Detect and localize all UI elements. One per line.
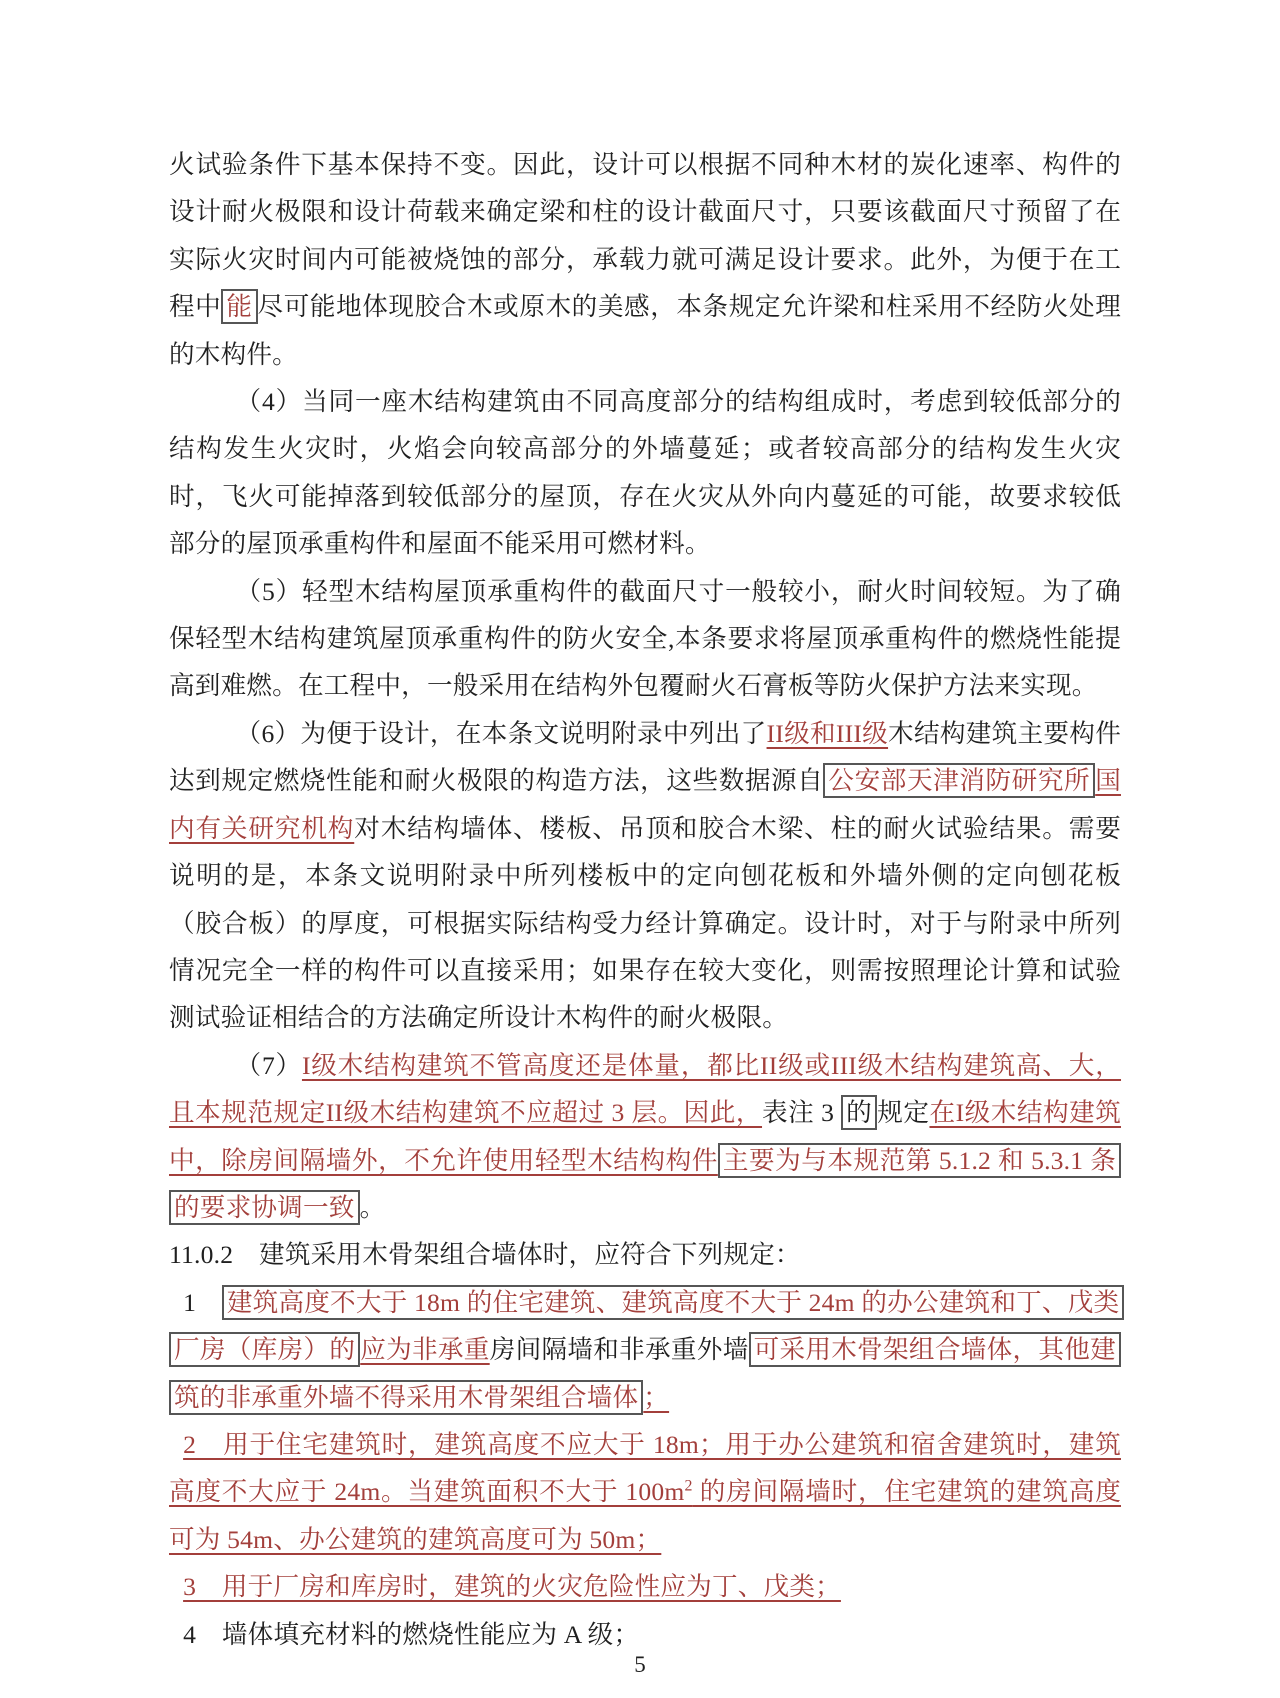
boxed-revision-text: 主要为与本规范第 5.1.2 和 5.3.1 条的要求协调一致 xyxy=(169,1143,1121,1225)
text-run: （5）轻型木结构屋顶承重构件的截面尺寸一般较小，耐火时间较短。为了确保轻型木结构建筑屋顶承重构件的防火安全,本条要求将屋顶承重构件的燃烧性能提高到难燃。在工程中，一般采用在结构外包覆耐火石膏板等防火保护方法来实现。 xyxy=(169,576,1121,701)
para-carryover-commentary xyxy=(169,141,1121,378)
boxed-revision-char: 的 xyxy=(841,1095,877,1130)
para-commentary-7 xyxy=(169,1042,1121,1232)
boxed-revision-text: 建筑高度不大于 18m 的住宅建筑、建筑高度不大于 24m 的办公建筑和丁、戊类厂房（库房）的 xyxy=(169,1285,1124,1367)
inserted-text: I级木结构建筑不管高度还是体量，都比II级或III级木结构建筑高、大，且本规范规定II级木结构建筑不应超过 3 层。因此， xyxy=(169,1050,1122,1128)
inserted-text: 在I级木结构建筑中，除房间隔墙外，不允许使用轻型木结构构件 xyxy=(169,1098,1121,1175)
clause-item-4 xyxy=(169,1611,1121,1658)
inserted-text: ； xyxy=(643,1382,670,1412)
inserted-text: 3 用于厂房和库房时，建筑的火灾危险性应为丁、戊类； xyxy=(183,1572,841,1602)
inserted-text-part: 2 用于住宅建筑时，建筑高度不应大于 18m；用于办公建筑和宿舍建筑时，建筑高度不大应于 24m。当建筑面积不大于 100m xyxy=(169,1429,1121,1507)
text-run: 4 墙体填充材料的燃烧性能应为 A 级； xyxy=(183,1619,640,1649)
para-commentary-5 xyxy=(169,568,1121,710)
text-run: 。 xyxy=(359,1192,386,1222)
superscript: 2 xyxy=(684,1477,693,1495)
text-run: 对木结构墙体、楼板、吊顶和胶合木梁、柱的耐火试验结果。需要说明的是，本条文说明附录中所列楼板中的定向刨花板和外墙外侧的定向刨花板（胶合板）的厚度，可根据实际结构受力经计算确定。设计时，对于与附录中所列情况完全一样的构件可以直接采用；如果存在较大变化，则需按照理论计算和试验测试验证相结合的方法确定所设计木构件的耐火极限。 xyxy=(169,813,1121,1033)
clause-item-3 xyxy=(169,1563,1121,1610)
text-run: 尽可能地体现胶合木或原木的美感，本条规定允许梁和柱采用不经防火处理的木构件。 xyxy=(169,292,1121,369)
text-run: 火试验条件下基本保持不变。因此，设计可以根据不同种木材的炭化速率、构件的设计耐火极限和设计荷载来确定梁和柱的设计截面尺寸，只要该截面尺寸预留了在实际火灾时间内可能被烧蚀的部分，承载力就可满足设计要求。此外，为便于在工程中 xyxy=(169,150,1121,322)
boxed-revision-text: 公安部天津消防研究所 xyxy=(823,763,1095,798)
inserted-text: 应为非承重 xyxy=(360,1335,490,1365)
inserted-text-part: 的房间隔墙时，住宅建筑的建筑高度可为 54m、办公建筑的建筑高度可为 50m； xyxy=(169,1477,1121,1554)
clause-11-0-2 xyxy=(169,1231,1121,1278)
text-run: （6）为便于设计，在本条文说明附录中列出了 xyxy=(235,718,767,748)
text-run: 规定 xyxy=(877,1098,930,1128)
page-number: 5 xyxy=(634,1652,646,1677)
boxed-revision-text: 可采用木骨架组合墙体，其他建筑的非承重外墙不得采用木骨架组合墙体 xyxy=(169,1332,1121,1414)
text-run: 房间隔墙和非承重外墙 xyxy=(489,1335,749,1365)
inserted-text: II级和III级 xyxy=(766,718,889,748)
clause-item-1 xyxy=(169,1279,1121,1421)
clause-text: 11.0.2 建筑采用木骨架组合墙体时，应符合下列规定： xyxy=(169,1240,801,1270)
document-body xyxy=(169,141,1121,1658)
para-commentary-4 xyxy=(169,378,1121,568)
clause-item-2 xyxy=(169,1421,1121,1563)
inserted-text: 国内有关研究机构 xyxy=(169,766,1121,843)
text-run: 木结构建筑主要构件达到规定燃烧性能和耐火极限的构造方法，这些数据源自 xyxy=(169,718,1121,796)
text-run: （7） xyxy=(235,1050,302,1080)
inserted-text xyxy=(169,1430,1121,1554)
boxed-revision-char: 能 xyxy=(221,289,257,324)
text-run: 表注 3 xyxy=(762,1098,842,1128)
para-commentary-6 xyxy=(169,710,1121,1042)
item-number: 1 xyxy=(183,1287,222,1317)
text-run: （4）当同一座木结构建筑由不同高度部分的结构组成时，考虑到较低部分的结构发生火灾时，火焰会向较高部分的外墙蔓延；或者较高部分的结构发生火灾时，飞火可能掉落到较低部分的屋顶，存在火灾从外向内蔓延的可能，故要求较低部分的屋顶承重构件和屋面不能采用可燃材料。 xyxy=(169,387,1121,559)
